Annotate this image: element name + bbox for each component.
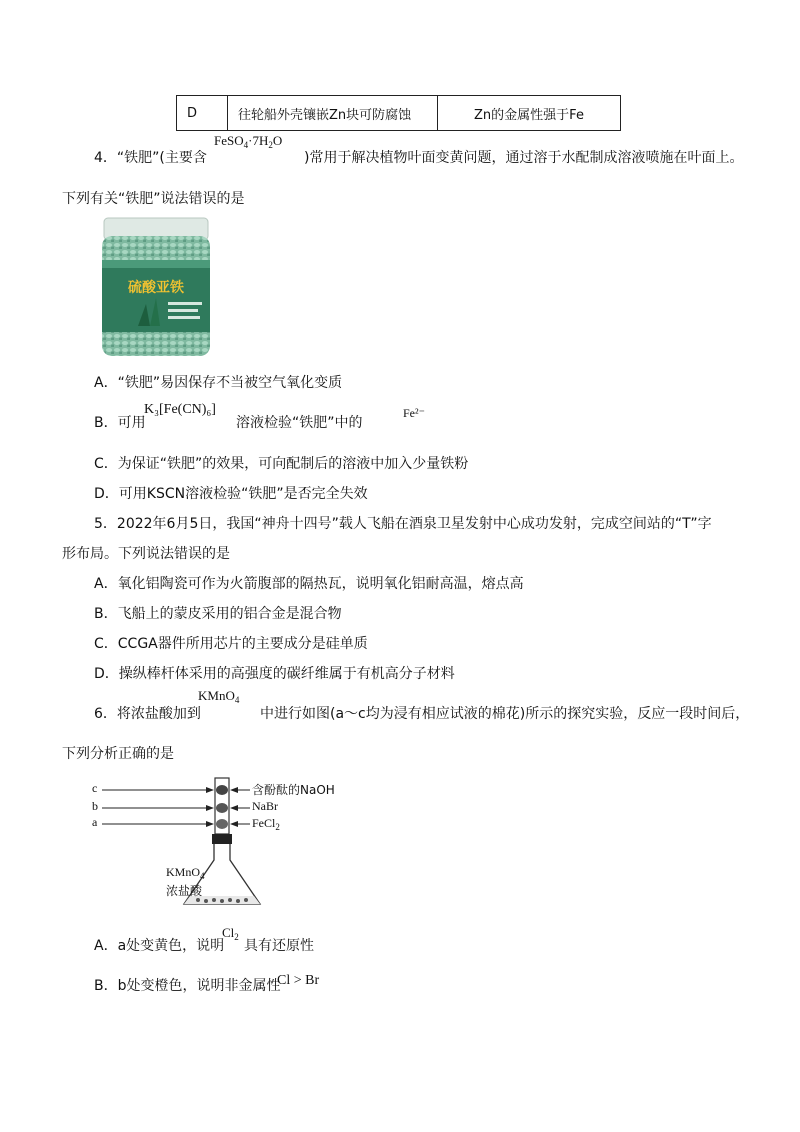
q4-option-b: B．可用 — [94, 415, 146, 431]
q5-option-c: C．CCGA器件所用芯片的主要成分是硅单质 — [94, 636, 368, 652]
q6-option-b: B．b处变橙色，说明非金属性 — [94, 978, 281, 994]
q5-line2: 形布局。下列说法错误的是 — [62, 546, 230, 562]
label-flask-acid: 浓盐酸 — [166, 884, 203, 898]
q5-line1: 5．2022年6月5日，我国“神舟十四号”载人飞船在酒泉卫星发射中心成功发射，完成空间站的“T”字 — [94, 516, 712, 532]
ferrous-ion: Fe²⁻ — [403, 406, 425, 420]
q4-option-b-mid: 溶液检验“铁肥”中的 — [236, 415, 363, 431]
q6-line1-rest: 中进行如图(a～c均为浸有相应试液的棉花)所示的探究实验，反应一段时间后， — [260, 706, 750, 722]
table-row — [177, 96, 621, 131]
answer-table — [176, 95, 621, 131]
jar-label: 硫酸亚铁 — [128, 280, 184, 296]
q4-line1-rest: )常用于解决植物叶面变黄问题，通过溶于水配制成溶液喷施在叶面上。 — [304, 150, 744, 166]
ferrous-formula: $FeSO_4\cdot 7H_2O$ — [214, 133, 283, 150]
q4-line2: 下列有关“铁肥”说法错误的是 — [62, 191, 245, 207]
chlorine-formula: $Cl_2$ — [222, 925, 239, 942]
table-cell: D — [177, 96, 228, 131]
q6-option-a: A．a处变黄色，说明 — [94, 938, 225, 954]
q4-option-d: D．可用KSCN溶液检验“铁肥”是否完全失效 — [94, 486, 368, 502]
table-cell: 往轮船外壳镶嵌Zn块可防腐蚀 — [228, 96, 438, 131]
label-c: c — [92, 781, 98, 795]
iron-fertilizer-jar-image — [98, 214, 214, 360]
label-naoh: 含酚酞的NaOH — [252, 783, 335, 797]
ferricyanide-formula: K₃[Fe(CN)₆] — [144, 402, 216, 417]
label-fecl2: FeCl$_2$ — [252, 816, 280, 832]
q4-option-c: C．为保证“铁肥”的效果，可向配制后的溶液中加入少量铁粉 — [94, 456, 469, 472]
q6-option-a-post: 具有还原性 — [244, 938, 314, 954]
q6-line2: 下列分析正确的是 — [62, 746, 174, 762]
cl-br-comparison: Cl > Br — [277, 973, 320, 988]
q5-option-b: B．飞船上的蒙皮采用的铝合金是混合物 — [94, 606, 342, 622]
label-flask-kmno4: KMnO$_4$ — [166, 865, 205, 881]
q5-option-d: D．操纵棒杆体采用的高强度的碳纤维属于有机高分子材料 — [94, 666, 455, 682]
label-a: a — [92, 815, 98, 829]
table-cell: Zn的金属性强于Fe — [438, 96, 621, 131]
q6-line1-pre: 6．将浓盐酸加到 — [94, 706, 201, 722]
label-b: b — [92, 799, 98, 813]
q4-line1: 4．“铁肥”(主要含 — [94, 150, 207, 166]
q4-option-a: A．“铁肥”易因保存不当被空气氧化变质 — [94, 375, 343, 391]
q5-option-a: A．氧化铝陶瓷可作为火箭腹部的隔热瓦，说明氧化铝耐高温，熔点高 — [94, 576, 524, 592]
kmno4-formula: KMnO$_4$ — [198, 688, 240, 705]
label-nabr: NaBr — [252, 799, 278, 813]
